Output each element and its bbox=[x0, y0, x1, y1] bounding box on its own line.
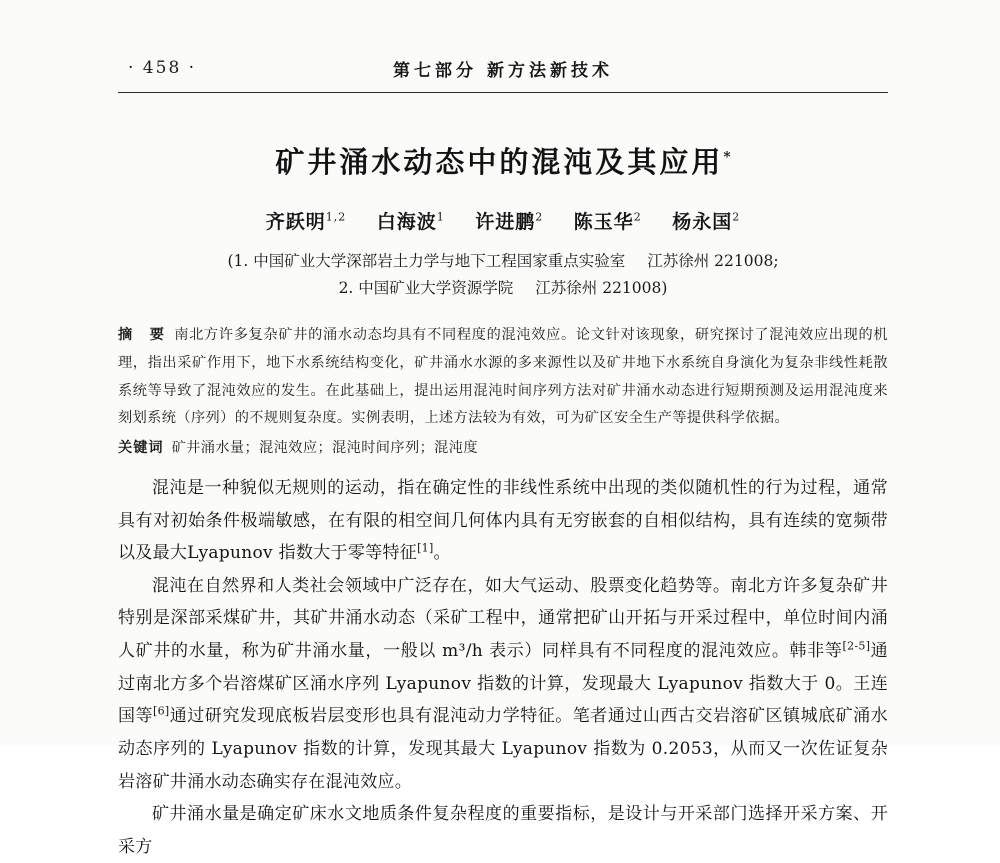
author-name: 齐跃明 bbox=[265, 211, 326, 233]
author-name: 杨永国 bbox=[672, 211, 733, 233]
author bbox=[475, 211, 543, 233]
abstract bbox=[118, 322, 888, 433]
body-paragraph bbox=[118, 570, 888, 798]
article-body bbox=[118, 472, 888, 863]
paragraph-text: 。 bbox=[433, 543, 451, 564]
author-affil-mark: 2 bbox=[633, 210, 642, 224]
author-name: 许进鹏 bbox=[475, 211, 536, 233]
author bbox=[266, 211, 347, 233]
abstract-text: 南北方许多复杂矿井的涌水动态均具有不同程度的混沌效应。论文针对该现象，研究探讨了混沌效应出现的机理，指出采矿作用下，地下水系统结构变化，矿井涌水水源的多来源性以及矿井地下水系统自身演化为复杂非线性耗散系统等导致了混沌效应的发生。在此基础上，提出运用混沌时间序列方法对矿井涌水动态进行短期预测及运用混沌度来刻划系统（序列）的不规则复杂度。实例表明，上述方法较为有效，可为矿区安全生产等提供科学依据。 bbox=[118, 327, 888, 427]
author bbox=[672, 211, 740, 233]
running-head-title: 第七部分 新方法新技术 bbox=[393, 61, 613, 81]
reference-mark: [6] bbox=[153, 704, 170, 718]
body-paragraph bbox=[118, 472, 888, 570]
title-footnote-mark: * bbox=[723, 149, 731, 166]
keywords-text: 矿井涌水量；混沌效应；混沌时间序列；混沌度 bbox=[171, 440, 478, 456]
author bbox=[574, 211, 642, 233]
affiliation-name: 2. 中国矿业大学资源学院 bbox=[338, 279, 514, 298]
author-list bbox=[118, 207, 888, 234]
affiliation-line bbox=[118, 275, 888, 302]
paragraph-text: 通过研究发现底板岩层变形也具有混沌动力学特征。笔者通过山西古交岩溶矿区镇城底矿涌水动态序列的 Lyapunov 指数的计算，发现其最大 Lyapunov 指数为 0.2053，从而又一次佐证复杂岩溶矿井涌水动态确实存在混沌效应。 bbox=[118, 706, 888, 792]
header-rule bbox=[118, 92, 888, 93]
author-affil-mark: 1,2 bbox=[325, 210, 347, 224]
author-affil-mark: 2 bbox=[732, 210, 741, 224]
author-name: 白海波 bbox=[376, 211, 437, 233]
affiliation-location: 江苏徐州 221008; bbox=[647, 252, 779, 270]
affiliation-location: 江苏徐州 221008) bbox=[535, 279, 668, 298]
keywords-label: 关键词 bbox=[118, 440, 164, 456]
affiliation-name: (1. 中国矿业大学深部岩土力学与地下工程国家重点实验室 bbox=[227, 252, 626, 270]
paragraph-text: 通过南北方多个岩溶煤矿区涌水序列 Lyapunov 指数的计算，发现最大 Lyapunov 指数大于 0。王连国等 bbox=[118, 641, 888, 727]
reference-mark: [1] bbox=[417, 541, 434, 555]
keywords bbox=[118, 435, 888, 462]
reference-mark: [2-5] bbox=[842, 639, 871, 653]
abstract-label: 摘 要 bbox=[118, 327, 171, 344]
article-title-text: 矿井涌水动态中的混沌及其应用 bbox=[275, 145, 724, 179]
paragraph-text: 矿井涌水量是确定矿床水文地质条件复杂程度的重要指标，是设计与开采部门选择开采方案、开采方 bbox=[118, 804, 888, 857]
affiliation-block bbox=[118, 248, 888, 302]
author-name: 陈玉华 bbox=[573, 211, 634, 233]
author bbox=[377, 211, 445, 233]
paragraph-text: 混沌是一种貌似无规则的运动，指在确定性的非线性系统中出现的类似随机性的行为过程，通常具有对初始条件极端敏感，在有限的相空间几何体内具有无穷嵌套的自相似结构，具有连续的宽频带以及最大Lyapunov 指数大于零等特征 bbox=[118, 477, 888, 564]
running-head bbox=[118, 56, 888, 102]
page-number: · 458 · bbox=[128, 58, 197, 78]
affiliation-line bbox=[118, 248, 888, 275]
page-content bbox=[118, 0, 888, 863]
paragraph-text: 混沌在自然界和人类社会领域中广泛存在，如大气运动、股票变化趋势等。南北方许多复杂矿井特别是深部采煤矿井，其矿井涌水动态（采矿工程中，通常把矿山开拓与开采过程中，单位时间内涌人矿井的水量，称为矿井涌水量，一般以 m³/h 表示）同样具有不同程度的混沌效应。韩非等 bbox=[118, 575, 888, 662]
author-affil-mark: 2 bbox=[535, 210, 544, 224]
article-title bbox=[118, 140, 888, 181]
body-paragraph bbox=[118, 798, 888, 863]
author-affil-mark: 1 bbox=[436, 210, 445, 224]
